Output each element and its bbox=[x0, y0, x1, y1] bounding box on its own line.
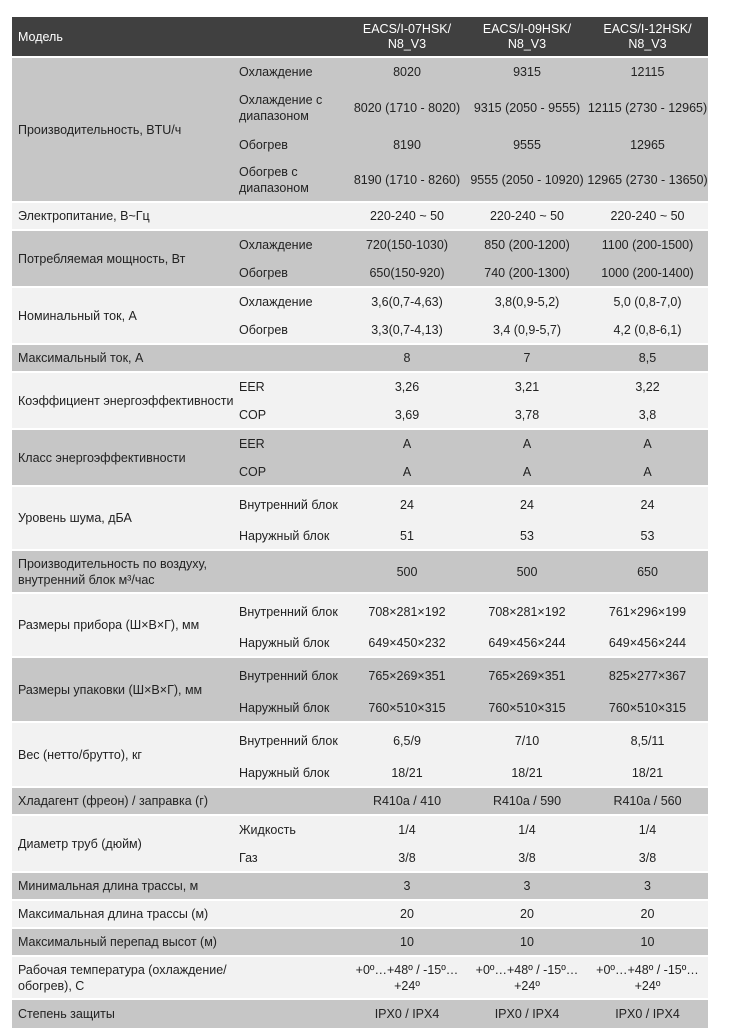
sub-parameter-label: Обогрев bbox=[235, 259, 347, 287]
spec-row bbox=[12, 928, 708, 956]
value-model-2: 3 bbox=[467, 872, 587, 900]
parameter-label: Минимальная длина трассы, м bbox=[12, 872, 235, 900]
value-model-3: 4,2 (0,8-6,1) bbox=[587, 316, 708, 344]
sub-parameter-label bbox=[235, 900, 347, 928]
value-model-3: 1000 (200-1400) bbox=[587, 259, 708, 287]
sub-parameter-label: Наружный блок bbox=[235, 759, 347, 787]
spec-row bbox=[12, 344, 708, 372]
sub-parameter-label: Охлаждение bbox=[235, 230, 347, 259]
value-model-1: 220-240 ~ 50 bbox=[347, 202, 467, 230]
value-model-3: 3,22 bbox=[587, 372, 708, 401]
sub-parameter-label: Наружный блок bbox=[235, 522, 347, 550]
sub-parameter-label: Обогрев bbox=[235, 316, 347, 344]
sub-parameter-label: EER bbox=[235, 372, 347, 401]
value-model-3: 1100 (200-1500) bbox=[587, 230, 708, 259]
value-model-1: 8190 bbox=[347, 130, 467, 159]
value-model-1: 51 bbox=[347, 522, 467, 550]
sub-parameter-label: EER bbox=[235, 429, 347, 458]
value-model-3: 761×296×199 bbox=[587, 593, 708, 629]
spec-body bbox=[12, 57, 708, 1028]
value-model-2: 3/8 bbox=[467, 844, 587, 872]
spec-sheet bbox=[12, 17, 708, 1028]
parameter-label: Потребляемая мощность, Вт bbox=[12, 230, 235, 287]
value-model-1: 6,5/9 bbox=[347, 722, 467, 759]
parameter-label: Максимальный перепад высот (м) bbox=[12, 928, 235, 956]
value-model-2: A bbox=[467, 429, 587, 458]
value-model-2: 9315 bbox=[467, 57, 587, 86]
sub-parameter-label: Обогрев с диапазоном bbox=[235, 159, 347, 202]
value-model-1: 3,69 bbox=[347, 401, 467, 429]
sub-parameter-label bbox=[235, 872, 347, 900]
value-model-2: 740 (200-1300) bbox=[467, 259, 587, 287]
value-model-3: R410a / 560 bbox=[587, 787, 708, 815]
sub-parameter-label: Наружный блок bbox=[235, 629, 347, 657]
value-model-2: 18/21 bbox=[467, 759, 587, 787]
value-model-2: 3,78 bbox=[467, 401, 587, 429]
parameter-label: Производительность по воздуху, внутренний блок м³/час bbox=[12, 550, 235, 593]
value-model-2: 1/4 bbox=[467, 815, 587, 844]
spec-row bbox=[12, 202, 708, 230]
value-model-1: 3 bbox=[347, 872, 467, 900]
value-model-1: 765×269×351 bbox=[347, 657, 467, 694]
model-name-3: EACS/I-12HSK/ N8_V3 bbox=[587, 17, 708, 57]
parameter-label: Производительность, BTU/ч bbox=[12, 57, 235, 202]
spec-row bbox=[12, 486, 708, 522]
parameter-label: Хладагент (фреон) / заправка (г) bbox=[12, 787, 235, 815]
value-model-3: 650 bbox=[587, 550, 708, 593]
value-model-3: 1/4 bbox=[587, 815, 708, 844]
spec-row bbox=[12, 57, 708, 86]
value-model-1: A bbox=[347, 458, 467, 486]
value-model-2: 708×281×192 bbox=[467, 593, 587, 629]
value-model-2: 3,8(0,9-5,2) bbox=[467, 287, 587, 316]
value-model-1: 760×510×315 bbox=[347, 694, 467, 722]
spec-row bbox=[12, 593, 708, 629]
model-name-2: EACS/I-09HSK/ N8_V3 bbox=[467, 17, 587, 57]
value-model-1: 8190 (1710 - 8260) bbox=[347, 159, 467, 202]
value-model-1: 10 bbox=[347, 928, 467, 956]
sub-parameter-label: COP bbox=[235, 401, 347, 429]
value-model-3: 12115 (2730 - 12965) bbox=[587, 86, 708, 130]
sub-parameter-label: Охлаждение bbox=[235, 57, 347, 86]
value-model-3: 760×510×315 bbox=[587, 694, 708, 722]
value-model-2: IPX0 / IPX4 bbox=[467, 999, 587, 1028]
value-model-3: 18/21 bbox=[587, 759, 708, 787]
value-model-2: 649×456×244 bbox=[467, 629, 587, 657]
value-model-2: 760×510×315 bbox=[467, 694, 587, 722]
value-model-1: 500 bbox=[347, 550, 467, 593]
sub-parameter-label bbox=[235, 928, 347, 956]
sub-parameter-label: COP bbox=[235, 458, 347, 486]
spec-row bbox=[12, 372, 708, 401]
parameter-label: Размеры прибора (Ш×В×Г), мм bbox=[12, 593, 235, 657]
value-model-3: 12115 bbox=[587, 57, 708, 86]
value-model-3: IPX0 / IPX4 bbox=[587, 999, 708, 1028]
sub-parameter-label: Наружный блок bbox=[235, 694, 347, 722]
parameter-label: Уровень шума, дБА bbox=[12, 486, 235, 550]
sub-parameter-label: Жидкость bbox=[235, 815, 347, 844]
value-model-3: 12965 (2730 - 13650) bbox=[587, 159, 708, 202]
parameter-label: Класс энергоэффективности bbox=[12, 429, 235, 486]
value-model-1: 649×450×232 bbox=[347, 629, 467, 657]
spec-row bbox=[12, 722, 708, 759]
value-model-2: 7/10 bbox=[467, 722, 587, 759]
value-model-3: 8,5 bbox=[587, 344, 708, 372]
value-model-2: 220-240 ~ 50 bbox=[467, 202, 587, 230]
spec-row bbox=[12, 956, 708, 999]
parameter-label: Степень защиты bbox=[12, 999, 235, 1028]
sub-parameter-label: Внутренний блок bbox=[235, 657, 347, 694]
parameter-label: Максимальная длина трассы (м) bbox=[12, 900, 235, 928]
value-model-1: 1/4 bbox=[347, 815, 467, 844]
value-model-3: 5,0 (0,8-7,0) bbox=[587, 287, 708, 316]
spec-row bbox=[12, 872, 708, 900]
value-model-3: 3 bbox=[587, 872, 708, 900]
value-model-2: 7 bbox=[467, 344, 587, 372]
value-model-3: A bbox=[587, 429, 708, 458]
spec-row bbox=[12, 287, 708, 316]
value-model-2: +0º…+48º / -15º…+24º bbox=[467, 956, 587, 999]
value-model-3: +0º…+48º / -15º…+24º bbox=[587, 956, 708, 999]
parameter-label: Вес (нетто/брутто), кг bbox=[12, 722, 235, 787]
spec-row bbox=[12, 550, 708, 593]
sub-parameter-label bbox=[235, 550, 347, 593]
model-name-1: EACS/I-07HSK/ N8_V3 bbox=[347, 17, 467, 57]
value-model-1: 3/8 bbox=[347, 844, 467, 872]
value-model-2: 3,4 (0,9-5,7) bbox=[467, 316, 587, 344]
value-model-2: 9315 (2050 - 9555) bbox=[467, 86, 587, 130]
model-header: Модель bbox=[12, 17, 347, 57]
sub-parameter-label: Обогрев bbox=[235, 130, 347, 159]
value-model-2: 20 bbox=[467, 900, 587, 928]
value-model-3: 10 bbox=[587, 928, 708, 956]
value-model-1: 24 bbox=[347, 486, 467, 522]
value-model-2: 765×269×351 bbox=[467, 657, 587, 694]
parameter-label: Диаметр труб (дюйм) bbox=[12, 815, 235, 872]
sub-parameter-label: Газ bbox=[235, 844, 347, 872]
value-model-1: 8020 bbox=[347, 57, 467, 86]
value-model-3: 20 bbox=[587, 900, 708, 928]
value-model-3: 3/8 bbox=[587, 844, 708, 872]
value-model-1: 708×281×192 bbox=[347, 593, 467, 629]
sub-parameter-label: Внутренний блок bbox=[235, 593, 347, 629]
sub-parameter-label bbox=[235, 787, 347, 815]
value-model-1: 3,26 bbox=[347, 372, 467, 401]
sub-parameter-label: Внутренний блок bbox=[235, 722, 347, 759]
parameter-label: Номинальный ток, А bbox=[12, 287, 235, 344]
parameter-label: Максимальный ток, А bbox=[12, 344, 235, 372]
spec-row bbox=[12, 429, 708, 458]
value-model-3: 12965 bbox=[587, 130, 708, 159]
value-model-2: 500 bbox=[467, 550, 587, 593]
value-model-3: 825×277×367 bbox=[587, 657, 708, 694]
value-model-2: 24 bbox=[467, 486, 587, 522]
specifications-table bbox=[12, 17, 708, 1028]
spec-row bbox=[12, 815, 708, 844]
value-model-1: 8020 (1710 - 8020) bbox=[347, 86, 467, 130]
sub-parameter-label bbox=[235, 956, 347, 999]
sub-parameter-label bbox=[235, 344, 347, 372]
value-model-1: 20 bbox=[347, 900, 467, 928]
value-model-3: 24 bbox=[587, 486, 708, 522]
value-model-1: 3,6(0,7-4,63) bbox=[347, 287, 467, 316]
value-model-1: +0º…+48º / -15º…+24º bbox=[347, 956, 467, 999]
value-model-2: 9555 bbox=[467, 130, 587, 159]
parameter-label: Рабочая температура (охлаждение/обогрев), С bbox=[12, 956, 235, 999]
value-model-2: 10 bbox=[467, 928, 587, 956]
value-model-2: 9555 (2050 - 10920) bbox=[467, 159, 587, 202]
spec-row bbox=[12, 230, 708, 259]
value-model-1: 650(150-920) bbox=[347, 259, 467, 287]
value-model-3: 53 bbox=[587, 522, 708, 550]
value-model-3: 220-240 ~ 50 bbox=[587, 202, 708, 230]
value-model-2: R410a / 590 bbox=[467, 787, 587, 815]
value-model-1: R410a / 410 bbox=[347, 787, 467, 815]
value-model-3: 3,8 bbox=[587, 401, 708, 429]
sub-parameter-label: Охлаждение с диапазоном bbox=[235, 86, 347, 130]
value-model-3: 8,5/11 bbox=[587, 722, 708, 759]
spec-row bbox=[12, 657, 708, 694]
value-model-1: 18/21 bbox=[347, 759, 467, 787]
value-model-2: 850 (200-1200) bbox=[467, 230, 587, 259]
value-model-1: A bbox=[347, 429, 467, 458]
value-model-3: A bbox=[587, 458, 708, 486]
parameter-label: Размеры упаковки (Ш×В×Г), мм bbox=[12, 657, 235, 722]
value-model-1: 720(150-1030) bbox=[347, 230, 467, 259]
sub-parameter-label: Внутренний блок bbox=[235, 486, 347, 522]
value-model-1: 8 bbox=[347, 344, 467, 372]
parameter-label: Коэффициент энергоэффективности bbox=[12, 372, 235, 429]
spec-row bbox=[12, 900, 708, 928]
value-model-2: 3,21 bbox=[467, 372, 587, 401]
header-row bbox=[12, 17, 708, 57]
parameter-label: Электропитание, В~Гц bbox=[12, 202, 235, 230]
sub-parameter-label bbox=[235, 202, 347, 230]
value-model-3: 649×456×244 bbox=[587, 629, 708, 657]
sub-parameter-label: Охлаждение bbox=[235, 287, 347, 316]
value-model-1: 3,3(0,7-4,13) bbox=[347, 316, 467, 344]
value-model-2: 53 bbox=[467, 522, 587, 550]
spec-row bbox=[12, 787, 708, 815]
value-model-1: IPX0 / IPX4 bbox=[347, 999, 467, 1028]
value-model-2: A bbox=[467, 458, 587, 486]
